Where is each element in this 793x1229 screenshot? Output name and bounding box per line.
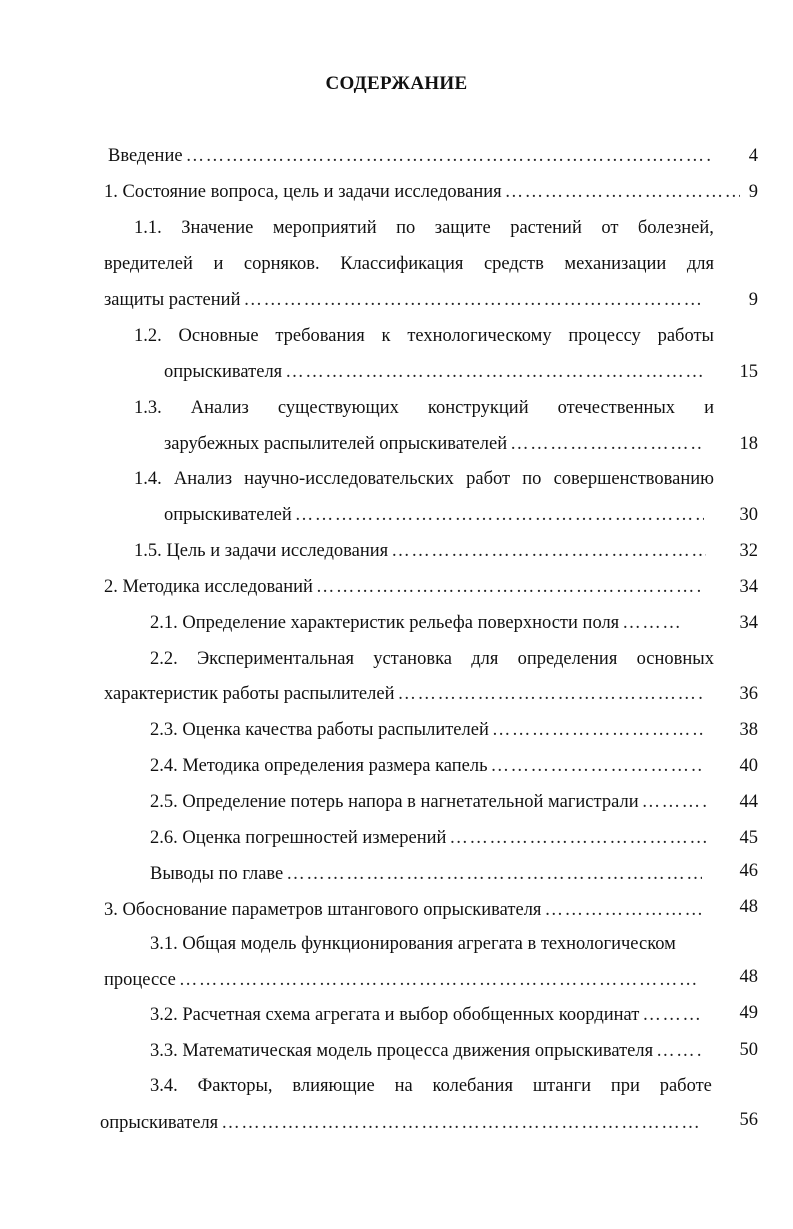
word: для bbox=[686, 254, 714, 274]
word: технологическому bbox=[407, 326, 552, 346]
toc-page-number: 38 bbox=[739, 720, 758, 740]
word: от bbox=[601, 218, 619, 238]
dot-leader bbox=[639, 792, 706, 812]
dot-leader bbox=[507, 434, 704, 454]
toc-entry-1-2-line1 bbox=[134, 326, 714, 346]
toc-page-number: 18 bbox=[739, 434, 758, 454]
toc-page-number: 44 bbox=[739, 792, 758, 812]
word: Основные bbox=[178, 326, 259, 346]
toc-page-number: 40 bbox=[739, 756, 758, 776]
toc-entry-1-3-line2 bbox=[164, 434, 704, 454]
toc-page-number: 36 bbox=[739, 684, 758, 704]
toc-entry-text: зарубежных распылителей опрыскивателей bbox=[164, 434, 508, 454]
toc-entry-text: 2.3. Оценка качества работы распылителей bbox=[150, 720, 489, 740]
word: 3.4. bbox=[150, 1076, 178, 1096]
dot-leader bbox=[283, 864, 702, 884]
word: процессу bbox=[568, 326, 641, 346]
toc-entry-text: Введение bbox=[108, 146, 183, 166]
word: на bbox=[394, 1076, 413, 1096]
dot-leader bbox=[541, 900, 704, 920]
word: средств bbox=[483, 254, 544, 274]
dot-leader bbox=[446, 828, 706, 848]
toc-page-number: 48 bbox=[739, 967, 758, 987]
dot-leader bbox=[218, 1113, 700, 1133]
word: 1.3. bbox=[134, 398, 162, 418]
word: работ bbox=[466, 469, 511, 489]
toc-page-number: 32 bbox=[739, 541, 758, 561]
toc-entry-3-1-line2 bbox=[104, 970, 700, 990]
toc-entry-1-4-line1 bbox=[134, 469, 714, 489]
word: 2.2. bbox=[150, 649, 178, 669]
toc-page-number: 46 bbox=[739, 861, 758, 881]
toc-entry-text: защиты растений bbox=[104, 290, 241, 310]
toc-page-number: 34 bbox=[739, 613, 758, 633]
word: Анализ bbox=[190, 398, 249, 418]
toc-entry-text: 2. Методика исследований bbox=[104, 577, 313, 597]
word: Факторы, bbox=[197, 1076, 273, 1096]
toc-entry-chapter-3 bbox=[104, 900, 704, 920]
toc-entry-1-2-line2 bbox=[164, 362, 704, 382]
word: научно-исследовательских bbox=[244, 469, 454, 489]
toc-page-number: 15 bbox=[739, 362, 758, 382]
toc-entry-chapter-2 bbox=[104, 577, 704, 597]
toc-entry-3-3 bbox=[150, 1041, 702, 1061]
toc-entry-text: 3.2. Расчетная схема агрегата и выбор обобщенных координат bbox=[150, 1005, 640, 1025]
word: требования bbox=[275, 326, 365, 346]
word: мероприятий bbox=[272, 218, 377, 238]
word: работы bbox=[657, 326, 714, 346]
dot-leader bbox=[240, 290, 704, 310]
toc-entry-3-4-line2 bbox=[100, 1113, 700, 1133]
word: при bbox=[610, 1076, 640, 1096]
toc-page-number: 49 bbox=[739, 1003, 758, 1023]
dot-leader bbox=[292, 505, 704, 525]
toc-page-number: 9 bbox=[748, 182, 758, 202]
dot-leader bbox=[502, 182, 740, 202]
word: растений bbox=[510, 218, 582, 238]
word: колебания bbox=[432, 1076, 513, 1096]
word: Классификация bbox=[340, 254, 464, 274]
toc-entry-text: опрыскивателя bbox=[164, 362, 283, 382]
toc-page-number: 34 bbox=[739, 577, 758, 597]
word: по bbox=[522, 469, 542, 489]
toc-entry-conclusions bbox=[150, 864, 702, 884]
toc-entry-chapter-1 bbox=[104, 182, 740, 202]
word: защите bbox=[434, 218, 491, 238]
toc-entry-intro bbox=[108, 146, 710, 166]
dot-leader bbox=[282, 362, 704, 382]
toc-entry-2-4 bbox=[150, 756, 704, 776]
word: основных bbox=[636, 649, 714, 669]
word: и bbox=[704, 398, 714, 418]
toc-entry-2-5 bbox=[150, 792, 706, 812]
word: штанги bbox=[532, 1076, 591, 1096]
toc-entry-text: 2.1. Определение характеристик рельефа поверхности поля bbox=[150, 613, 620, 633]
word: 1.1. bbox=[134, 218, 162, 238]
toc-entry-1-1-line3 bbox=[104, 290, 704, 310]
toc-entry-text: 3. Обоснование параметров штангового опрыскивателя bbox=[104, 900, 542, 920]
toc-page-number: 45 bbox=[739, 828, 758, 848]
toc-entry-text: 1.5. Цель и задачи исследования bbox=[134, 541, 389, 561]
toc-page-number: 30 bbox=[739, 505, 758, 525]
toc-entry-text: опрыскивателей bbox=[164, 505, 292, 525]
toc-entry-3-1-line1: 3.1. Общая модель функционирования агрегата в технологическом bbox=[150, 934, 676, 954]
dot-leader bbox=[388, 541, 706, 561]
toc-entry-1-1-line2 bbox=[104, 254, 714, 274]
toc-entry-3-2 bbox=[150, 1005, 702, 1025]
word: существующих bbox=[277, 398, 399, 418]
word: к bbox=[381, 326, 391, 346]
toc-entry-text: 2.5. Определение потерь напора в нагнетательной магистрали bbox=[150, 792, 639, 812]
dot-leader bbox=[394, 684, 704, 704]
word: и bbox=[213, 254, 224, 274]
toc-entry-text: 3.3. Математическая модель процесса движения опрыскивателя bbox=[150, 1041, 654, 1061]
word: механизации bbox=[564, 254, 667, 274]
dot-leader bbox=[489, 720, 704, 740]
toc-entry-text: характеристик работы распылителей bbox=[104, 684, 395, 704]
dot-leader bbox=[619, 613, 682, 633]
dot-leader bbox=[313, 577, 704, 597]
dot-leader bbox=[488, 756, 704, 776]
word: 1.2. bbox=[134, 326, 162, 346]
toc-entry-1-4-line2 bbox=[164, 505, 704, 525]
word: вредителей bbox=[104, 254, 193, 274]
word: для bbox=[471, 649, 499, 669]
word: 1.4. bbox=[134, 469, 162, 489]
toc-entry-2-6 bbox=[150, 828, 706, 848]
word: установка bbox=[373, 649, 452, 669]
toc-page-number: 9 bbox=[748, 290, 758, 310]
word: отечественных bbox=[557, 398, 676, 418]
toc-page-number: 4 bbox=[748, 146, 758, 166]
toc-page-number: 56 bbox=[739, 1110, 758, 1130]
toc-entry-2-3 bbox=[150, 720, 704, 740]
word: сорняков. bbox=[243, 254, 320, 274]
toc-entry-text: 2.6. Оценка погрешностей измерений bbox=[150, 828, 447, 848]
word: определения bbox=[517, 649, 618, 669]
word: Значение bbox=[181, 218, 254, 238]
toc-entry-text: Выводы по главе bbox=[150, 864, 284, 884]
toc-entry-text: 2.4. Методика определения размера капель bbox=[150, 756, 488, 776]
word: Экспериментальная bbox=[196, 649, 354, 669]
page-title: СОДЕРЖАНИЕ bbox=[325, 73, 468, 94]
toc-entry-text: 1. Состояние вопроса, цель и задачи исследования bbox=[104, 182, 502, 202]
word: совершенствованию bbox=[553, 469, 714, 489]
toc-entry-text: опрыскивателя bbox=[100, 1113, 219, 1133]
toc-entry-2-2-line1 bbox=[150, 649, 714, 669]
toc-entry-2-1 bbox=[150, 613, 682, 633]
toc-entry-text: процессе bbox=[104, 970, 176, 990]
toc-page-number: 50 bbox=[739, 1040, 758, 1060]
word: влияющие bbox=[292, 1076, 375, 1096]
word: конструкций bbox=[427, 398, 529, 418]
toc-entry-2-2-line2 bbox=[104, 684, 704, 704]
word: болезней, bbox=[637, 218, 714, 238]
toc-entry-1-1-line1 bbox=[134, 218, 714, 238]
toc-page-number: 48 bbox=[739, 897, 758, 917]
toc-entry-1-5 bbox=[134, 541, 706, 561]
dot-leader bbox=[183, 146, 710, 166]
dot-leader bbox=[176, 970, 700, 990]
word: работе bbox=[659, 1076, 712, 1096]
word: Анализ bbox=[173, 469, 232, 489]
dot-leader bbox=[653, 1041, 702, 1061]
toc-entry-1-3-line1 bbox=[134, 398, 714, 418]
dot-leader bbox=[639, 1005, 702, 1025]
toc-entry-3-4-line1 bbox=[150, 1076, 712, 1096]
word: по bbox=[396, 218, 416, 238]
